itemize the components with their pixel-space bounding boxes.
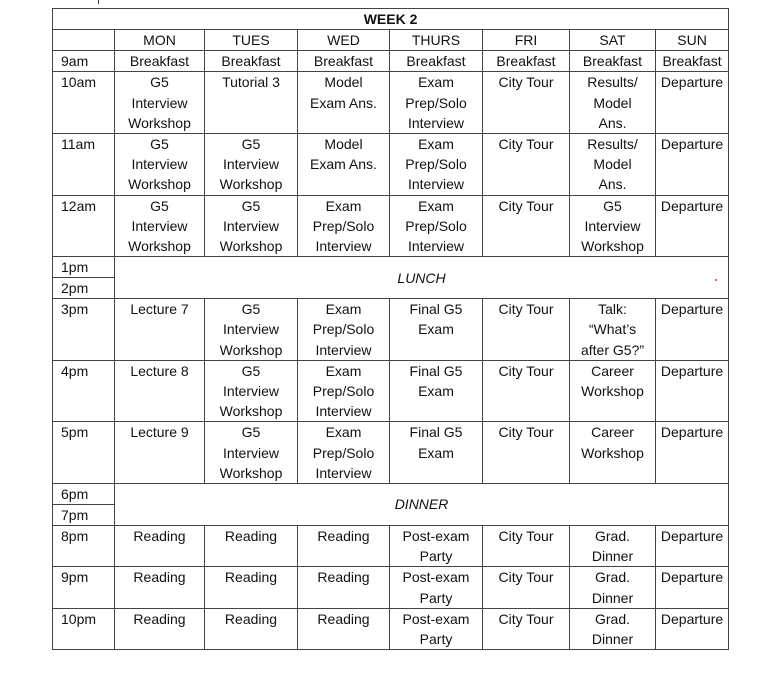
activity-line: Exam (418, 74, 454, 91)
break-row (53, 484, 729, 505)
activity-line: Breakfast (313, 53, 374, 70)
time-column-header (53, 30, 115, 51)
activity-cell-tues (205, 72, 298, 134)
activity-line: Workshop (219, 176, 283, 193)
activity-line: Reading (317, 528, 370, 545)
activity-cell-wed (298, 134, 390, 196)
activity-line: Departure (660, 197, 724, 214)
activity-cell-thurs (390, 299, 483, 361)
activity-cell-thurs (390, 195, 483, 257)
time-label: 4pm (53, 360, 115, 422)
activity-line: Interview (315, 238, 372, 255)
activity-cell-wed (298, 72, 390, 134)
activity-line: Departure (660, 362, 724, 379)
stray-red-dot (715, 279, 717, 281)
activity-cell-mon (115, 422, 205, 484)
activity-line: Workshop (581, 238, 644, 255)
activity-line: Lecture 7 (130, 301, 189, 318)
activity-line: Prep/Solo (312, 217, 375, 234)
activity-line: Workshop (219, 238, 283, 255)
activity-cell-thurs (390, 422, 483, 484)
activity-line: Reading (317, 569, 370, 586)
schedule-row (53, 567, 729, 608)
activity-line: Interview (315, 341, 372, 358)
timetable-body (53, 51, 729, 650)
activity-line: Workshop (219, 403, 283, 420)
activity-line: G5 (150, 74, 169, 91)
activity-cell-sat (570, 72, 656, 134)
schedule-row (53, 360, 729, 422)
activity-cell-sun (656, 526, 729, 567)
activity-cell-thurs (390, 567, 483, 608)
activity-cell-sat (570, 299, 656, 361)
activity-cell-sun (656, 51, 729, 72)
activity-line: Departure (660, 424, 724, 441)
time-label: 9pm (53, 567, 115, 608)
activity-cell-sat (570, 608, 656, 649)
activity-cell-wed (298, 195, 390, 257)
activity-line: G5 (241, 197, 261, 214)
activity-line: City Tour (498, 136, 554, 153)
activity-cell-fri (483, 567, 570, 608)
activity-cell-thurs (390, 608, 483, 649)
activity-line: Model (324, 74, 363, 91)
activity-line: Prep/Solo (312, 383, 375, 400)
activity-line: Talk: (598, 301, 627, 318)
break-row (53, 257, 729, 278)
activity-line: Exam (325, 197, 362, 214)
activity-line: Interview (131, 156, 188, 173)
activity-line: Workshop (581, 383, 644, 400)
activity-line: Interview (222, 444, 280, 461)
activity-cell-tues (205, 299, 298, 361)
activity-cell-thurs (390, 134, 483, 196)
activity-line: Prep/Solo (405, 94, 467, 111)
activity-line: Departure (660, 74, 724, 91)
activity-line: Model (593, 156, 632, 173)
activity-cell-sun (656, 608, 729, 649)
activity-cell-sun (656, 567, 729, 608)
activity-cell-sun (656, 299, 729, 361)
activity-line: Breakfast (662, 53, 722, 70)
activity-line: Post-exam (402, 610, 470, 627)
activity-line: Interview (315, 464, 372, 481)
activity-line: Results/ (587, 136, 638, 153)
activity-cell-sun (656, 422, 729, 484)
activity-cell-wed (298, 51, 390, 72)
activity-cell-wed (298, 299, 390, 361)
activity-line: Ans. (598, 176, 627, 193)
activity-cell-mon (115, 567, 205, 608)
activity-line: City Tour (498, 424, 554, 441)
activity-cell-mon (115, 72, 205, 134)
day-header-tues: TUES (205, 30, 298, 51)
activity-line: Exam (418, 197, 454, 214)
activity-cell-mon (115, 51, 205, 72)
activity-line: Interview (222, 217, 280, 234)
activity-line: Party (419, 589, 453, 606)
day-header-sat: SAT (570, 30, 656, 51)
activity-line: Prep/Solo (405, 217, 467, 234)
activity-cell-sat (570, 134, 656, 196)
activity-line: Dinner (591, 548, 634, 565)
activity-line: City Tour (498, 197, 554, 214)
activity-line: G5 (241, 362, 261, 379)
activity-line: Exam (418, 321, 454, 338)
schedule-row (53, 422, 729, 484)
activity-line: Prep/Solo (312, 444, 375, 461)
activity-line: Post-exam (402, 569, 470, 586)
activity-line: Exam Ans. (310, 94, 377, 111)
activity-cell-wed (298, 526, 390, 567)
activity-line: Interview (222, 156, 280, 173)
activity-line: Model (593, 94, 632, 111)
activity-line: Dinner (591, 589, 634, 606)
activity-line: Interview (131, 94, 188, 111)
schedule-row (53, 51, 729, 72)
activity-cell-wed (298, 360, 390, 422)
activity-cell-sun (656, 360, 729, 422)
activity-cell-thurs (390, 526, 483, 567)
day-header-wed: WED (298, 30, 390, 51)
day-header-fri: FRI (483, 30, 570, 51)
activity-cell-mon (115, 299, 205, 361)
schedule-row (53, 526, 729, 567)
activity-line: Reading (224, 610, 278, 627)
activity-line: Interview (222, 321, 280, 338)
activity-line: Workshop (219, 341, 283, 358)
activity-line: Lecture 9 (130, 424, 189, 441)
activity-line: after G5?” (580, 341, 645, 358)
activity-line: Party (419, 631, 453, 648)
activity-line: Post-exam (402, 528, 470, 545)
activity-line: Reading (133, 610, 186, 627)
activity-cell-tues (205, 567, 298, 608)
activity-cell-thurs (390, 360, 483, 422)
time-label: 3pm (53, 299, 115, 361)
activity-line: Breakfast (221, 53, 281, 70)
activity-line: Interview (407, 114, 465, 131)
time-label: 11am (53, 134, 115, 196)
activity-line: City Tour (498, 569, 554, 586)
activity-cell-sat (570, 195, 656, 257)
weekly-timetable (52, 8, 729, 650)
activity-cell-fri (483, 72, 570, 134)
day-header-mon: MON (115, 30, 205, 51)
activity-line: Final G5 (409, 362, 463, 379)
schedule-row (53, 72, 729, 134)
schedule-row (53, 195, 729, 257)
week-title: WEEK 2 (53, 9, 729, 30)
activity-line: Career (591, 424, 634, 441)
activity-cell-tues (205, 608, 298, 649)
activity-line: Breakfast (406, 53, 466, 70)
activity-line: Departure (660, 136, 724, 153)
activity-line: Exam Ans. (310, 156, 377, 173)
activity-cell-sun (656, 195, 729, 257)
activity-cell-tues (205, 195, 298, 257)
activity-line: Lecture 8 (130, 362, 189, 379)
activity-cell-sat (570, 567, 656, 608)
activity-line: Exam (418, 136, 454, 153)
activity-cell-tues (205, 360, 298, 422)
activity-line: Interview (222, 383, 280, 400)
activity-cell-sat (570, 51, 656, 72)
activity-line: City Tour (498, 610, 554, 627)
activity-line: Dinner (591, 631, 634, 648)
activity-cell-mon (115, 134, 205, 196)
activity-line: Departure (660, 528, 724, 545)
activity-line: Departure (660, 301, 724, 318)
activity-cell-sun (656, 72, 729, 134)
activity-cell-mon (115, 608, 205, 649)
activity-line: Ans. (598, 114, 627, 131)
activity-line: Breakfast (496, 53, 556, 70)
activity-line: G5 (241, 301, 261, 318)
activity-cell-tues (205, 51, 298, 72)
activity-cell-wed (298, 567, 390, 608)
activity-line: Interview (584, 217, 641, 234)
activity-line: Grad. (594, 610, 630, 627)
schedule-row (53, 608, 729, 649)
activity-line: Reading (133, 569, 186, 586)
activity-cell-fri (483, 299, 570, 361)
activity-line: Exam (325, 424, 362, 441)
activity-line: Reading (317, 610, 370, 627)
activity-line: G5 (241, 424, 261, 441)
activity-cell-thurs (390, 51, 483, 72)
activity-line: Results/ (587, 74, 638, 91)
activity-line: Interview (407, 238, 465, 255)
activity-line: Workshop (219, 464, 283, 481)
activity-cell-fri (483, 422, 570, 484)
activity-line: Breakfast (582, 53, 643, 70)
activity-line: Departure (660, 610, 724, 627)
activity-line: Grad. (594, 528, 630, 545)
activity-line: Breakfast (129, 53, 190, 70)
time-label: 10pm (53, 608, 115, 649)
activity-cell-wed (298, 422, 390, 484)
activity-line: City Tour (498, 301, 554, 318)
activity-cell-sat (570, 360, 656, 422)
activity-line: Grad. (594, 569, 630, 586)
activity-cell-fri (483, 608, 570, 649)
activity-line: Final G5 (409, 424, 463, 441)
schedule-row (53, 299, 729, 361)
activity-line: Exam (418, 383, 454, 400)
day-header-thurs: THURS (390, 30, 483, 51)
activity-line: Departure (660, 569, 724, 586)
activity-line: G5 (603, 197, 622, 214)
activity-line: Exam (418, 444, 454, 461)
activity-line: Workshop (128, 176, 191, 193)
time-label: 10am (53, 72, 115, 134)
activity-line: Exam (325, 301, 362, 318)
activity-line: City Tour (498, 362, 554, 379)
activity-cell-mon (115, 360, 205, 422)
activity-cell-fri (483, 360, 570, 422)
activity-line: Workshop (128, 114, 191, 131)
activity-line: Interview (315, 403, 372, 420)
break-label-dinner: DINNER (115, 484, 729, 526)
activity-line: G5 (150, 136, 169, 153)
activity-line: Prep/Solo (405, 156, 467, 173)
activity-cell-tues (205, 134, 298, 196)
activity-cell-tues (205, 422, 298, 484)
activity-line: Career (591, 362, 634, 379)
time-label: 9am (53, 51, 115, 72)
activity-line: Interview (131, 217, 188, 234)
activity-line: Reading (224, 569, 278, 586)
activity-line: Tutorial 3 (222, 74, 280, 91)
activity-line: City Tour (498, 74, 554, 91)
schedule-row (53, 134, 729, 196)
time-label: 1pm (53, 257, 115, 278)
activity-cell-thurs (390, 72, 483, 134)
activity-cell-mon (115, 195, 205, 257)
activity-line: Reading (133, 528, 186, 545)
time-label: 8pm (53, 526, 115, 567)
time-label: 6pm (53, 484, 115, 505)
time-label: 5pm (53, 422, 115, 484)
time-label: 12am (53, 195, 115, 257)
activity-cell-sat (570, 526, 656, 567)
activity-cell-fri (483, 526, 570, 567)
activity-cell-fri (483, 134, 570, 196)
activity-cell-sun (656, 134, 729, 196)
activity-line: G5 (150, 197, 169, 214)
day-header-row (53, 30, 729, 51)
time-label: 7pm (53, 505, 115, 526)
activity-line: Final G5 (409, 301, 463, 318)
activity-line: Interview (407, 176, 465, 193)
activity-cell-fri (483, 51, 570, 72)
activity-cell-tues (205, 526, 298, 567)
activity-line: Model (324, 136, 363, 153)
week-title-row (53, 9, 729, 30)
activity-cell-fri (483, 195, 570, 257)
activity-line: “What’s (588, 321, 637, 338)
activity-line: Workshop (581, 444, 644, 461)
activity-cell-sat (570, 422, 656, 484)
activity-cell-wed (298, 608, 390, 649)
day-header-sun: SUN (656, 30, 729, 51)
activity-line: Reading (224, 528, 278, 545)
activity-line: Workshop (128, 238, 191, 255)
activity-line: Party (419, 548, 453, 565)
break-label-lunch: LUNCH (115, 257, 729, 299)
activity-line: G5 (241, 136, 261, 153)
activity-line: City Tour (498, 528, 554, 545)
page-edge-mark (98, 0, 99, 4)
activity-cell-mon (115, 526, 205, 567)
time-label: 2pm (53, 278, 115, 299)
activity-line: Prep/Solo (312, 321, 375, 338)
activity-line: Exam (325, 362, 362, 379)
